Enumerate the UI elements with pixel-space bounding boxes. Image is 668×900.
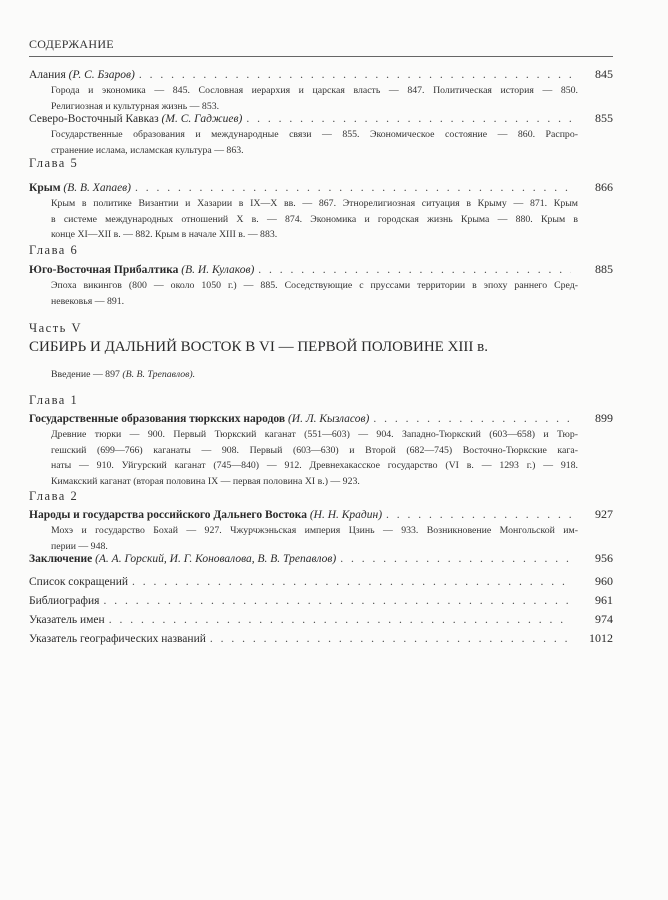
entry-title: Юго-Восточная Прибалтика <box>29 264 179 276</box>
dot-leader <box>132 576 571 588</box>
page-number: 866 <box>595 180 613 194</box>
dot-leader <box>135 182 571 194</box>
entry-author: (И. Л. Кызласов) <box>287 413 370 425</box>
dot-leader <box>103 595 571 607</box>
chapter-label: Глава 2 <box>29 489 79 503</box>
toc-entry-baltic[interactable] <box>29 262 613 277</box>
header-rule <box>29 56 613 57</box>
toc-entry-geo-index[interactable] <box>29 631 613 646</box>
entry-subsections: Государственные образования и международные связи — 855. Экономическое состояние — 860. Распро- странение ислама, исламская культура — 863. <box>51 129 578 156</box>
dot-leader <box>246 113 571 125</box>
dot-leader <box>373 413 571 425</box>
part-label: Часть V <box>29 321 83 335</box>
entry-title: Крым <box>29 182 61 194</box>
page-number: 961 <box>595 593 613 607</box>
entry-subsections: Города и экономика — 845. Сословная иерархия и царская власть — 847. Политическая история — 850. Религиозная и культурная жизнь — 853. <box>51 85 578 112</box>
toc-entry-turkic[interactable] <box>29 411 613 426</box>
dot-leader <box>258 264 571 276</box>
page-number: 956 <box>595 551 613 565</box>
entry-title: Заключение <box>29 553 93 565</box>
toc-entry-alania[interactable] <box>29 67 613 82</box>
entry-title: Указатель географических названий <box>29 633 206 645</box>
page-number: 885 <box>595 262 613 276</box>
entry-title: Народы и государства российского Дальнего Востока <box>29 509 307 521</box>
page-number: 845 <box>595 67 613 81</box>
dot-leader <box>386 509 571 521</box>
chapter-label: Глава 5 <box>29 156 79 170</box>
page-number: 974 <box>595 612 613 626</box>
entry-author: (Р. С. Бзаров) <box>68 69 135 81</box>
toc-entry-conclusion[interactable] <box>29 551 613 566</box>
toc-entry-bibliography[interactable] <box>29 593 613 608</box>
running-header: СОДЕРЖАНИЕ <box>29 37 114 51</box>
page-number: 855 <box>595 111 613 125</box>
toc-entry-abbreviations[interactable] <box>29 574 613 589</box>
entry-title: Список сокращений <box>29 576 129 588</box>
page-number: 1012 <box>589 631 613 645</box>
entry-author: (В. В. Хапаев) <box>63 182 132 194</box>
entry-subsections: Эпоха викингов (800 — около 1050 г.) — 885. Соседствующие с пруссами территории в эпоху раннего Сред- невековья — 891. <box>51 280 578 307</box>
toc-entry-crimea[interactable] <box>29 180 613 195</box>
dot-leader <box>139 69 571 81</box>
entry-title: Алания <box>29 69 66 81</box>
toc-entry-caucasus[interactable] <box>29 111 613 126</box>
part-title: СИБИРЬ И ДАЛЬНИЙ ВОСТОК В VI — ПЕРВОЙ ПОЛОВИНЕ XIII в. <box>29 339 488 355</box>
entry-subsections: Древние тюрки — 900. Первый Тюркский каганат (551—603) — 904. Западно-Тюркский (603—658) и Тюр- гешский (699—766) каганаты — 908. Первый (603—630) и Второй (682—745) Восточно-Тюркские кага- наты — 910. Уйгурский каганат (745—840) — 912. Древнехакасское государство (VI в. — 1293 г.) — 918. Кимакский каганат (вторая половина IX — первая половина XI в.) — 923. <box>51 429 578 487</box>
entry-author: (В. И. Кулаков) <box>181 264 255 276</box>
dot-leader <box>210 633 571 645</box>
entry-title: Указатель имен <box>29 614 105 626</box>
entry-title: Государственные образования тюркских народов <box>29 413 286 425</box>
page-number: 899 <box>595 411 613 425</box>
chapter-label: Глава 6 <box>29 243 79 257</box>
entry-author: (Н. Н. Крадин) <box>309 509 383 521</box>
page-number: 960 <box>595 574 613 588</box>
entry-title: Северо-Восточный Кавказ <box>29 113 159 125</box>
introduction-line[interactable]: Введение — 897 (В. В. Трепавлов). <box>51 369 196 380</box>
toc-entry-name-index[interactable] <box>29 612 613 627</box>
entry-author: (М. С. Гаджиев) <box>161 113 243 125</box>
page-number: 927 <box>595 507 613 521</box>
dot-leader <box>340 553 571 565</box>
dot-leader <box>109 614 571 626</box>
entry-subsections: Мохэ и государство Бохай — 927. Чжурчжэньская империя Цзинь — 933. Возникновение Монгольской им- перии — 948. <box>51 525 578 552</box>
entry-title: Библиография <box>29 595 100 607</box>
toc-entry-fareast[interactable] <box>29 507 613 522</box>
entry-subsections: Крым в политике Византии и Хазарии в IX—X вв. — 867. Этнорелигиозная ситуация в Крыму — 871. Крым в системе международных отношений X в. — 874. Экономика и городская жизнь Крыма — 880. Крым в конце XI—XII в. — 882. Крым в начале XIII в. — 883. <box>51 198 578 240</box>
chapter-label: Глава 1 <box>29 393 79 407</box>
entry-author: (А. А. Горский, И. Г. Коновалова, В. В. Трепавлов) <box>95 553 337 565</box>
